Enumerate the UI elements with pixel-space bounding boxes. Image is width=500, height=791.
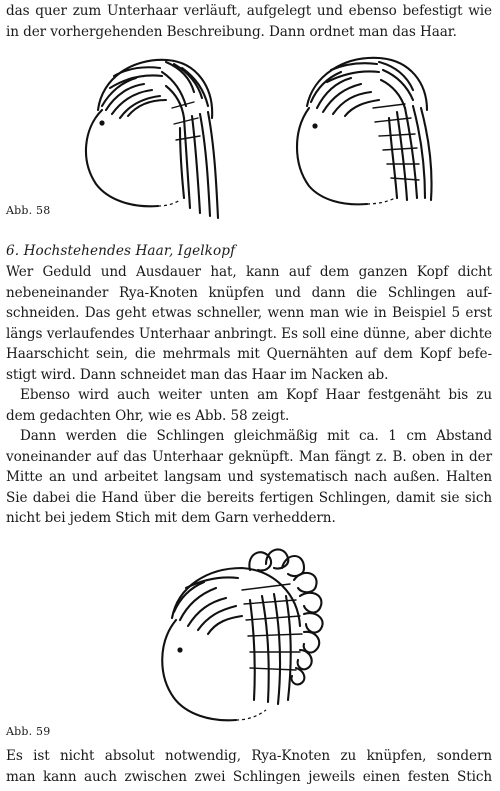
figure-58-illustration xyxy=(62,48,442,223)
text-line: das quer zum Unterhaar verläuft, aufgelegt und ebenso befestigt wie xyxy=(6,3,492,19)
paragraph-1 xyxy=(6,262,492,385)
text-line: schneiden. Das geht etwas schneller, wenn man wie in Beispiel 5 erst xyxy=(6,305,492,321)
doll-head-side-right xyxy=(297,58,432,205)
text-line: dem gedachten Ohr, wie es Abb. 58 zeigt. xyxy=(6,407,290,424)
text-line: man kann auch zwischen zwei Schlingen jeweils einen festen Stich xyxy=(6,768,492,785)
figure-59-caption: Abb. 59 xyxy=(6,725,51,738)
section-title: Hochstehendes Haar, Igelkopf xyxy=(23,243,236,259)
text-line: nebeneinander Rya-Knoten knüpfen und dann die Schlingen auf- xyxy=(6,284,492,301)
figure-59-illustration xyxy=(150,540,370,730)
doll-head-with-loops xyxy=(162,549,322,720)
figure-58-caption: Abb. 58 xyxy=(6,204,51,217)
intro-paragraph xyxy=(6,1,492,42)
text-line: Es ist nicht absolut notwendig, Rya-Knoten zu knüpfen, sondern xyxy=(6,748,492,764)
section-heading xyxy=(6,243,235,259)
text-line: nicht bei jedem Stich mit dem Garn verheddern. xyxy=(6,510,336,526)
text-line: längs verlaufendes Unterhaar anbringt. Es soll eine dünne, aber dichte xyxy=(6,325,492,342)
text-line: Ebenso wird auch weiter unten am Kopf Haar festgenäht bis zu xyxy=(20,387,492,403)
text-line: voneinander auf das Unterhaar geknüpft. Man fängt z. B. oben in der xyxy=(6,448,492,465)
paragraph-3 xyxy=(6,426,492,529)
text-line: stigt wird. Dann schneidet man das Haar im Nacken ab. xyxy=(6,366,389,383)
text-line: Mitte an und arbeitet langsam und systematisch nach außen. Halten xyxy=(6,469,492,485)
text-line: in der vorhergehenden Beschreibung. Dann ordnet man das Haar. xyxy=(6,23,457,40)
text-line: Wer Geduld und Ausdauer hat, kann auf dem ganzen Kopf dicht xyxy=(6,264,492,280)
text-line: Haarschicht sein, die mehrmals mit Quernähten auf dem Kopf befe- xyxy=(6,346,492,362)
text-line: Dann werden die Schlingen gleichmäßig mit ca. 1 cm Abstand xyxy=(20,428,492,444)
outro-paragraph xyxy=(6,746,492,787)
text-line: Sie dabei die Hand über die bereits fertigen Schlingen, damit sie sich xyxy=(6,489,492,506)
doll-head-front-left xyxy=(86,60,218,218)
section-number: 6. xyxy=(6,243,20,259)
paragraph-2 xyxy=(6,385,492,426)
